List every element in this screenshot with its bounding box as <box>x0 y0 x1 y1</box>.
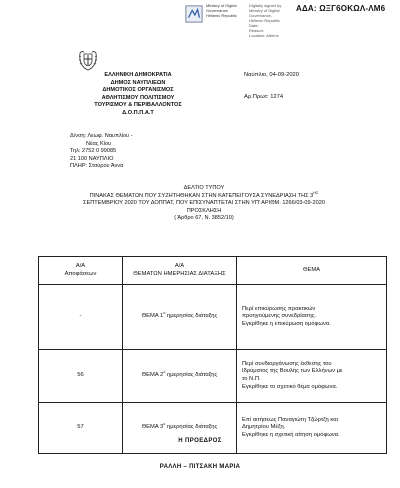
issuer-block <box>58 72 218 118</box>
heading-line: ΣΕΠΤΕΜΒΡΙΟΥ 2020 ΤΟΥ ΔΟΠΠΑΤ, ΠΟΥ ΕΠΙΣΥΝΑΠΤΕΤΑΙ ΣΤΗΝ ΥΠ' ΑΡΙΘΜ. 1266/03-09-2020 <box>83 200 325 207</box>
signature-line: Reason: <box>249 28 264 33</box>
header-subject: ΘΕΜΑ <box>237 257 387 285</box>
heading-law-reference: ( Άρθρο 67, Ν. 3852/10) <box>174 215 234 222</box>
signature-line: Governance, <box>249 13 272 18</box>
topic-cell: ΘΕΜΑ $3^o$ ημερησίας διάταξης <box>123 403 237 454</box>
header-decision-number: Α/Α Αποφάσεων <box>39 257 123 285</box>
subject-cell: Περί συνδιοργάνωσης έκθεσης του Ιδρύματος της Βουλής των Ελλήνων με το Ν.Π. Εγκρίθηκε το σχετικό θέμα ομόφωνα. <box>237 350 387 403</box>
issuer-line: ΑΘΛΗΤΙΣΜΟΥ ΠΟΛΙΤΙΣΜΟΥ <box>101 94 175 101</box>
heading-line <box>40 190 368 201</box>
table-row <box>39 285 387 350</box>
contact-line: Τηλ: 2752 0 99085 <box>70 148 117 155</box>
table-row <box>39 403 387 454</box>
signature-line: Hellenic Republic <box>206 13 237 18</box>
decision-number-cell: - <box>39 285 123 350</box>
heading-title: ΔΕΛΤΙΟ ΤΥΠΟΥ <box>183 185 225 191</box>
digital-signature-block <box>185 3 325 38</box>
signature-line: Location: Athens <box>249 33 279 38</box>
contact-block <box>70 133 133 171</box>
signature-detail-lines <box>249 3 281 38</box>
signature-line: Ministry of Digital <box>206 3 237 8</box>
signatory-name: ΡΑΛΛΗ – ΠΙΤΣΑΚΗ ΜΑΡΙΑ <box>159 464 241 470</box>
press-release-heading <box>40 185 368 223</box>
signature-line: Digitally signed by <box>249 3 282 8</box>
signature-line: Hellenic Republic <box>249 18 280 23</box>
contact-line: Δ/νση: Λεωφ. Ναυπλίου - <box>70 133 133 139</box>
signatory-title: Η ΠΡΟΕΔΡΟΣ <box>178 438 222 444</box>
signature-line: Governance <box>206 8 228 13</box>
issuer-line: ΤΟΥΡΙΣΜΟΥ & ΠΕΡΙΒΑΛΛΟΝΤΟΣ <box>94 102 182 109</box>
header-topic-number: Α/Α ΘΕΜΑΤΩΝ ΗΜΕΡΗΣΙΑΣ ΔΙΑΤΑΞΗΣ <box>123 257 237 285</box>
decision-number-cell: 57 <box>39 403 123 454</box>
table-header-row <box>39 257 387 285</box>
subject-cell: Περί επικύρωσης πρακτικών προηγούμενης συνεδρίασης. Εγκρίθηκε η επικύρωση ομόφωνα. <box>237 285 387 350</box>
decision-number-cell: 56 <box>39 350 123 403</box>
topic-cell: ΘΕΜΑ $1^o$ ημερησίας διάταξης <box>123 285 237 350</box>
signature-line: Ministry of Digital <box>249 8 280 13</box>
signature-issuer-lines <box>206 3 237 18</box>
topic-cell: ΘΕΜΑ $2^o$ ημερησίας διάταξης <box>123 350 237 403</box>
issuer-line: ΔΗΜΟΣ ΝΑΥΠΛΙΕΩΝ <box>110 79 166 86</box>
ada-code: ΑΔΑ: ΩΞΓ6ΟΚΩΛ-ΛΜ6 <box>296 4 386 13</box>
topics-table <box>38 256 387 454</box>
heading-text: ΠΙΝΑΚΑΣ ΘΕΜΑΤΩΝ ΠΟΥ ΣΥΖΗΤΗΘΗΚΑΝ ΣΤΗΝ ΚΑΤΕΠΕΙΓΟΥΣΑ ΣΥΝΕΔΡΙΑΣΗ ΤΗΣ 3 <box>89 192 314 199</box>
signature-line: Date: <box>249 23 259 28</box>
issuer-line: ΔΗΜΟΤΙΚΟΣ ΟΡΓΑΝΙΣΜΟΣ <box>102 87 174 94</box>
protocol-number: Αρ.Πρωτ: 1274 <box>244 94 284 100</box>
document-date: Ναύπλιο, 04-09-2020 <box>244 72 299 78</box>
heading-superscript: ΗΣ <box>313 190 319 195</box>
heading-line: ΠΡΟΣΚΛΗΣΗ <box>186 207 222 214</box>
contact-line: ΠΛΗΡ: Σταύρου Άννα <box>70 163 124 170</box>
digital-signature-logo-icon <box>185 5 203 23</box>
issuer-line: Δ.Ο.Π.Π.Α.Τ <box>122 109 154 116</box>
contact-line: 21 100 ΝΑΥΠΛΙΟ <box>70 155 114 162</box>
issuer-line: ΕΛΛΗΝΙΚΗ ΔΗΜΟΚΡΑΤΙΑ <box>104 72 172 78</box>
greek-emblem-icon <box>76 49 100 71</box>
subject-cell: Επί αιτήσεως Παναγιώτη Τζώρτζη και Δημητρίου Μέξη. Εγκρίθηκε η σχετική αίτηση ομόφωνα. <box>237 403 387 454</box>
table-row <box>39 350 387 403</box>
contact-line: Νέας Κίου <box>86 140 112 147</box>
